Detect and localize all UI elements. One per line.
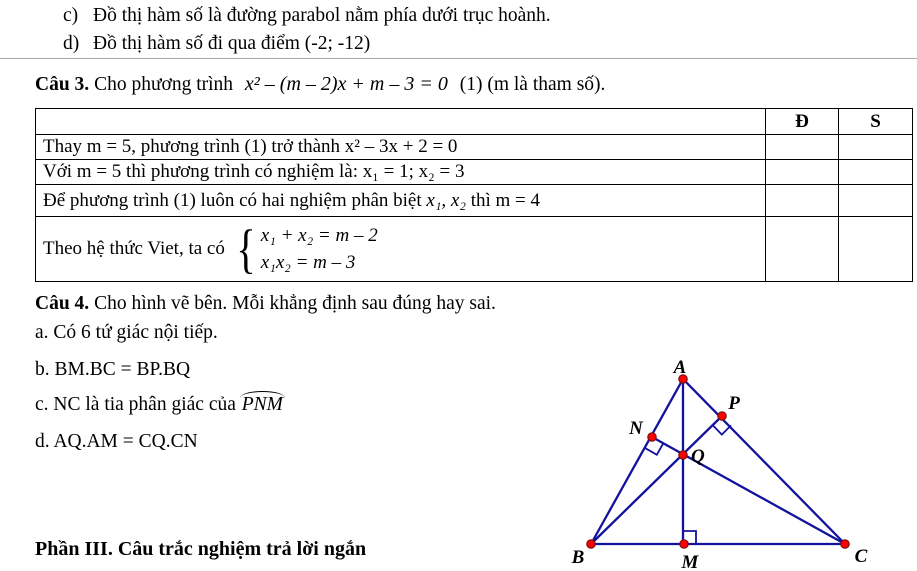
row3-statement — [36, 185, 766, 217]
label-C: C — [854, 546, 868, 567]
cau4-text: Cho hình vẽ bên. Mỗi khẳng định sau đúng hay sai. — [94, 293, 496, 314]
answer-cell-r2-dung[interactable] — [766, 160, 839, 185]
table-row — [36, 135, 913, 160]
item-a-label: a. — [35, 322, 49, 343]
answer-cell-r3-sai[interactable] — [839, 185, 913, 217]
table-row — [36, 160, 913, 185]
label-Q: Q — [691, 446, 705, 467]
item-b-label: b. — [35, 359, 50, 380]
header-empty-cell — [36, 109, 766, 135]
cau4-item-a — [35, 322, 218, 344]
point-M — [680, 540, 688, 548]
label-M: M — [681, 552, 699, 571]
item-c-label: c. — [35, 394, 49, 415]
row3-suffix: thì m = 4 — [465, 189, 541, 211]
answer-cell-r4-sai[interactable] — [839, 217, 913, 282]
cau3-equation: x² – (m – 2)x + m – 3 = 0 — [244, 73, 448, 95]
side-AB — [591, 379, 683, 544]
point-P — [718, 412, 726, 420]
answer-cell-r1-sai[interactable] — [839, 135, 913, 160]
item-c-text: NC là tia phân giác của — [53, 394, 241, 415]
viet-eq-product: x₁x₂ = m – 3 — [260, 252, 356, 273]
statement-c-text: Đồ thị hàm số là đường parabol nằm phía dưới trục hoành. — [93, 5, 551, 26]
statement-d-label: d) — [63, 33, 80, 54]
item-d-text: AQ.AM = CQ.CN — [53, 431, 198, 452]
row3-prefix: Để phương trình (1) luôn có hai nghiệm phân biệt — [43, 189, 427, 211]
answer-cell-r4-dung[interactable] — [766, 217, 839, 282]
part3-heading: Phần III. Câu trắc nghiệm trả lời ngắn — [35, 538, 367, 560]
header-dung-cell: Đ — [766, 109, 839, 135]
right-angle-mark-N — [646, 444, 664, 455]
cau4-item-c — [35, 394, 284, 416]
cau3-heading — [35, 73, 605, 96]
statement-c-label: c) — [63, 5, 79, 26]
label-P: P — [728, 393, 740, 414]
statement-d — [63, 33, 370, 55]
answer-cell-r1-dung[interactable] — [766, 135, 839, 160]
side-AC — [683, 379, 845, 544]
label-A: A — [673, 357, 687, 378]
header-sai-cell: S — [839, 109, 913, 135]
label-N: N — [629, 418, 643, 439]
table-row — [36, 185, 913, 217]
cau3-intro: Cho phương trình — [94, 74, 234, 95]
table-row — [36, 217, 913, 282]
item-d-label: d. — [35, 431, 50, 452]
row1-statement: Thay m = 5, phương trình (1) trở thành x² – 3x + 2 = 0 — [36, 135, 766, 160]
altitude-BP — [591, 416, 722, 544]
cau3-label: Câu 3. — [35, 74, 90, 95]
angle-PNM: PNM — [241, 394, 283, 415]
cau3-suffix: (1) (m là tham số). — [459, 74, 606, 95]
viet-eq-sum: x₁ + x₂ = m – 2 — [260, 225, 378, 246]
point-N — [648, 433, 656, 441]
statement-c — [63, 5, 551, 27]
cau4-label: Câu 4. — [35, 293, 90, 314]
geometry-figure — [553, 348, 917, 571]
point-C — [841, 540, 849, 548]
answer-cell-r3-dung[interactable] — [766, 185, 839, 217]
true-false-table — [35, 108, 913, 282]
cau4-item-b — [35, 359, 190, 381]
item-b-text: BM.BC = BP.BQ — [54, 359, 191, 380]
row2-statement: Với m = 5 thì phương trình có nghiệm là: x₁ = 1; x₂ = 3 — [36, 160, 766, 185]
table-header-row — [36, 109, 913, 135]
label-B: B — [571, 547, 585, 568]
statement-d-text: Đồ thị hàm số đi qua điểm (-2; -12) — [93, 33, 371, 54]
section-divider — [0, 58, 917, 59]
row4-prefix: Theo hệ thức Viet, ta có — [43, 238, 225, 259]
row3-math: x₁, x₂ — [426, 189, 466, 211]
row4-statement — [36, 217, 766, 282]
item-a-text: Có 6 tứ giác nội tiếp. — [53, 322, 218, 343]
system-brace: { — [236, 219, 256, 279]
cau4-item-d — [35, 431, 198, 453]
cau4-heading — [35, 293, 496, 315]
point-Q — [679, 451, 687, 459]
point-B — [587, 540, 595, 548]
answer-cell-r2-sai[interactable] — [839, 160, 913, 185]
